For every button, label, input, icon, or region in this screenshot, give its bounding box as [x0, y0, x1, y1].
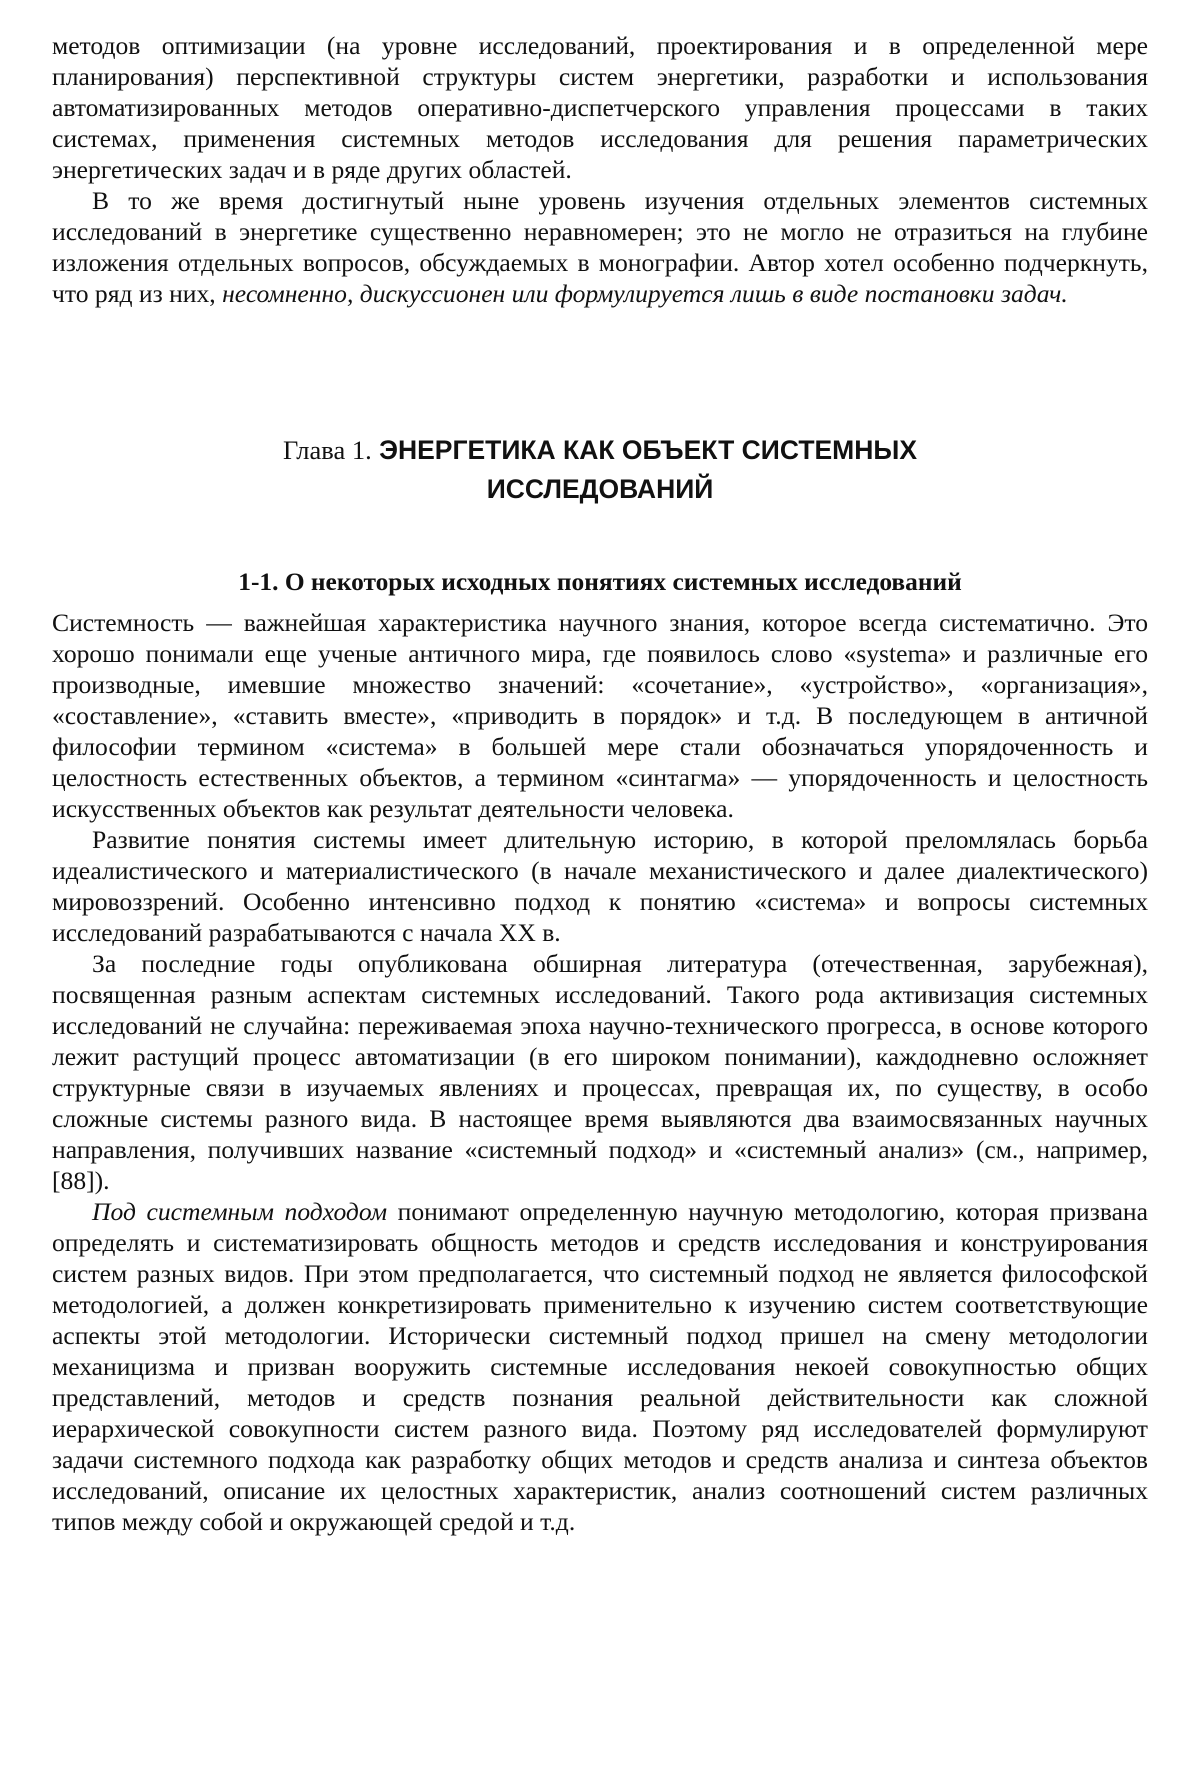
body-paragraph-3: За последние годы опубликована обширная литература (отечественная, зарубежная), посвященная разным аспектам системных исследований. Такого рода активизация системных исследований не случайна: переживаемая эпоха научно-технического прогресса, в основе которого лежит растущий процесс автоматизации (в его широком понимании), каждодневно осложняет структурные связи в изучаемых явлениях и процессах, превращая их, по существу, в особо сложные системы разного вида. В настоящее время выявляются два взаимосвязанных научных направления, получивших название «системный подход» и «системный анализ» (см., например, [88]).: [52, 949, 1148, 1195]
chapter-heading: [52, 431, 1148, 509]
chapter-number: Глава 1.: [282, 435, 372, 465]
body-paragraph-4: [52, 1196, 1148, 1537]
chapter-title: ЭНЕРГЕТИКА КАК ОБЪЕКТ СИСТЕМНЫХ ИССЛЕДОВАНИЙ: [379, 435, 918, 504]
body-paragraph-4-italic: Под системным подходом: [92, 1197, 388, 1226]
body-paragraph-4-text: понимают определенную научную методологию, которая призвана определять и систематизировать общность методов и средств исследования и конструирования систем разных видов. При этом предполагается, что системный подход не является философской методологией, а должен конкретизировать применительно к изучению систем соответствующие аспекты этой методологии. Исторически системный подход пришел на смену методологии механицизма и призван вооружить системные исследования некоей совокупностью общих представлений, методов и средств познания реальной действительности как сложной иерархической совокупности систем разного вида. Поэтому ряд исследователей формулируют задачи системного подхода как разработку общих методов и средств анализа и синтеза объектов исследований, описание их целостных характеристик, анализ соотношений систем различных типов между собой и окружающей средой и т.д.: [52, 1197, 1148, 1536]
book-page: [52, 30, 1148, 1537]
intro-paragraph-1: методов оптимизации (на уровне исследований, проектирования и в определенной мере планирования) перспективной структуры систем энергетики, разработки и использования автоматизированных методов оперативно-диспетчерского управления процессами в таких системах, применения системных методов исследования для решения параметрических энергетических задач и в ряде других областей.: [52, 31, 1148, 184]
section-heading: 1-1. О некоторых исходных понятиях системных исследований: [238, 568, 962, 596]
body-paragraph-2: Развитие понятия системы имеет длительную историю, в которой преломлялась борьба идеалистического и материалистического (в начале механистического и далее диалектического) мировоззрений. Особенно интенсивно подход к понятию «система» и вопросы системных исследований разрабатываются с начала XX в.: [52, 825, 1148, 947]
intro-paragraph-2: [52, 185, 1148, 309]
intro-paragraph-2-text: В то же время достигнутый ныне уровень изучения отдельных элементов системных исследований в энергетике существенно неравномерен; это не могло не отразиться на глубине изложения отдельных вопросов, обсуждаемых в монографии. Автор хотел особенно подчеркнуть, что ряд из них,: [52, 186, 1148, 308]
chapter-title-block: [210, 431, 990, 509]
body-paragraph-1: Системность — важнейшая характеристика научного знания, которое всегда систематично. Это хорошо понимали еще ученые античного мира, где появилось слово «systema» и различные его производные, имевшие множество значений: «сочетание», «устройство», «организация», «составление», «ставить вместе», «приводить в порядок» и т.д. В последующем в античной философии термином «система» в большей мере стали обозначаться упорядоченность и целостность естественных объектов, а термином «синтагма» — упорядоченность и целостность искусственных объектов как результат деятельности человека.: [52, 608, 1148, 823]
intro-paragraph-2-italic: несомненно, дискуссионен или формулируется лишь в виде постановки задач.: [222, 279, 1068, 308]
